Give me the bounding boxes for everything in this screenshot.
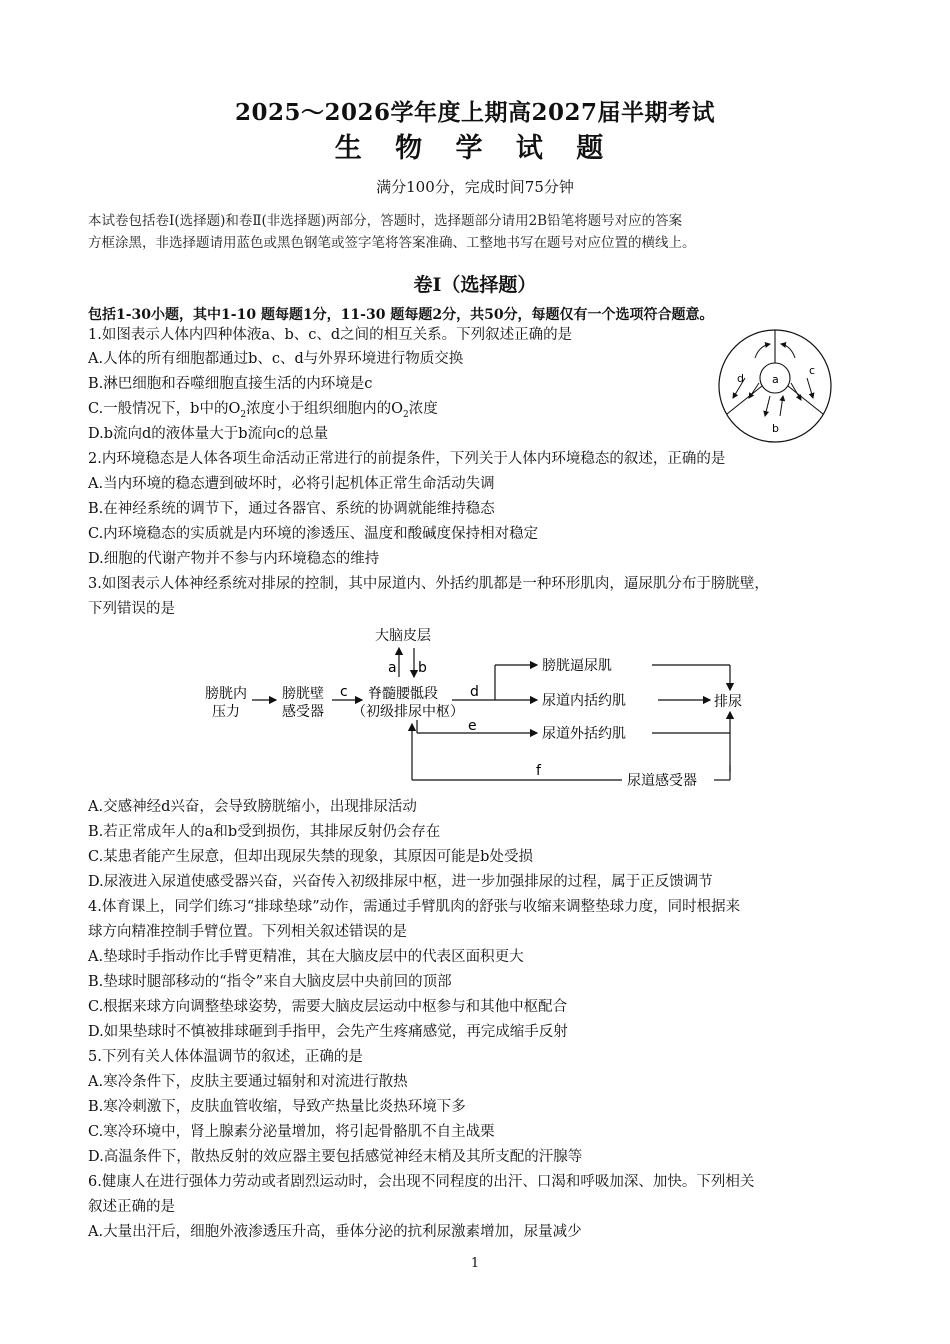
urination-label: 排尿 — [714, 694, 742, 710]
q3-option-b: B.若正常成年人的a和b受到损伤，其排尿反射仍会存在 — [88, 824, 441, 840]
outer-sphincter-label: 尿道外括约肌 — [542, 726, 626, 742]
pathway-e-label: e — [468, 718, 477, 734]
q1-label-c: c — [809, 364, 816, 377]
q2-option-d: D.细胞的代谢产物并不参与内环境稳态的维持 — [88, 551, 380, 567]
q5-option-c: C.寒冷环境中，肾上腺素分泌量增加，将引起骨骼肌不自主战栗 — [88, 1124, 495, 1140]
intro-text — [88, 210, 868, 254]
q1-option-a: A.人体的所有细胞都通过b、c、d与外界环境进行物质交换 — [88, 351, 464, 367]
pathway-a-label: a — [388, 660, 397, 676]
q6-option-a: A.大量出汗后，细胞外液渗透压升高，垂体分泌的抗利尿激素增加，尿量减少 — [88, 1224, 582, 1240]
q1-label-a: a — [772, 373, 779, 386]
q3-option-d: D.尿液进入尿道使感受器兴奋，兴奋传入初级排尿中枢，进一步加强排尿的过程，属于正反馈调节 — [88, 874, 713, 890]
intro-line-2: 方框涂黑，非选择题请用蓝色或黑色钢笔或签字笔将答案准确、工整地书写在题号对应位置的横线上。 — [88, 235, 696, 251]
score-line: 满分100分，完成时间75分钟 — [376, 178, 574, 196]
urethra-receptor-label: 尿道感受器 — [627, 773, 697, 789]
q2-stem: 2.内环境稳态是人体各项生命活动正常进行的前提条件，下列关于人体内环境稳态的叙述，正确的是 — [88, 451, 726, 467]
q4-option-c: C.根据来球方向调整垫球姿势，需要大脑皮层运动中枢参与和其他中枢配合 — [88, 999, 568, 1015]
bladder-receptor-label-2: 感受器 — [282, 704, 324, 720]
section-title: 卷Ⅰ（选择题） — [413, 274, 537, 296]
q3-stem-line-1: 3.如图表示人体神经系统对排尿的控制，其中尿道内、外括约肌都是一种环形肌肉，逼尿肌分布于膀胱壁， — [88, 576, 769, 592]
q1-option-b: B.淋巴细胞和吞噬细胞直接生活的内环境是c — [88, 376, 373, 392]
subject-title: 生 物 学 试 题 — [334, 133, 616, 164]
q5-option-b: B.寒冷刺激下，皮肤血管收缩，导致产热量比炎热环境下多 — [88, 1099, 466, 1115]
q3-stem-line-2: 下列错误的是 — [88, 601, 175, 617]
page-number: 1 — [470, 1256, 480, 1271]
bladder-pressure-label-2: 压力 — [212, 704, 240, 720]
exam-title: 2025～2026学年度上期高2027届半期考试 — [234, 99, 716, 126]
bladder-pressure-label: 膀胱内 — [205, 686, 247, 702]
intro-line-1: 本试卷包括卷Ⅰ(选择题)和卷Ⅱ(非选择题)两部分，答题时，选择题部分请用2B铅笔将题号对应的答案 — [88, 213, 683, 229]
q3-urination-control-diagram — [190, 620, 760, 790]
q1-option-c: C.一般情况下，b中的$O_2$浓度小于组织细胞内的$O_2$浓度 — [88, 401, 438, 420]
pathway-c-label: c — [340, 684, 348, 700]
q1-label-b: b — [772, 422, 779, 435]
q6-stem-line-2: 叙述正确的是 — [88, 1199, 175, 1215]
q4-option-a: A.垫球时手指动作比手臂更精准，其在大脑皮层中的代表区面积更大 — [88, 949, 524, 965]
q1-stem: 1.如图表示人体内四种体液a、b、c、d之间的相互关系。下列叙述正确的是 — [88, 327, 573, 343]
q3-option-a: A.交感神经d兴奋，会导致膀胱缩小，出现排尿活动 — [88, 799, 417, 815]
q5-stem: 5.下列有关人体体温调节的叙述，正确的是 — [88, 1049, 363, 1065]
q2-option-c: C.内环境稳态的实质就是内环境的渗透压、温度和酸碱度保持相对稳定 — [88, 526, 539, 542]
section-instructions: 包括1-30小题，其中1-10 题每题1分，11-30 题每题2分，共50分，每题仅有一个选项符合题意。 — [88, 307, 714, 323]
q4-stem-line-2: 球方向精准控制手臂位置。下列相关叙述错误的是 — [88, 924, 407, 940]
q2-option-b: B.在神经系统的调节下，通过各器官、系统的协调就能维持稳态 — [88, 501, 495, 517]
q6-stem-line-1: 6.健康人在进行强体力劳动或者剧烈运动时，会出现不同程度的出汗、口渴和呼吸加深、加快。下列相关 — [88, 1174, 755, 1190]
q1-option-d: D.b流向d的液体量大于b流向c的总量 — [88, 426, 329, 442]
bladder-receptor-label: 膀胱壁 — [282, 686, 324, 702]
q2-option-a: A.当内环境的稳态遭到破坏时，必将引起机体正常生命活动失调 — [88, 476, 495, 492]
q5-option-a: A.寒冷条件下，皮肤主要通过辐射和对流进行散热 — [88, 1074, 408, 1090]
spinal-center-label: 脊髓腰骶段 — [368, 686, 438, 702]
q3-option-c: C.某患者能产生尿意，但却出现尿失禁的现象，其原因可能是b处受损 — [88, 849, 533, 865]
q4-option-b: B.垫球时腿部移动的“指令”来自大脑皮层中央前回的顶部 — [88, 974, 452, 990]
q5-option-d: D.高温条件下，散热反射的效应器主要包括感觉神经末梢及其所支配的汗腺等 — [88, 1149, 583, 1165]
q1-body-fluid-diagram — [715, 328, 835, 446]
q4-option-d: D.如果垫球时不慎被排球砸到手指甲，会先产生疼痛感觉，再完成缩手反射 — [88, 1024, 568, 1040]
spinal-center-label-2: （初级排尿中枢） — [352, 704, 464, 720]
q1-label-d: d — [737, 372, 744, 385]
pathway-d-label: d — [470, 684, 479, 700]
detrusor-label: 膀胱逼尿肌 — [542, 658, 612, 674]
pathway-f-label: f — [536, 763, 541, 779]
pathway-b-label: b — [418, 660, 427, 676]
inner-sphincter-label: 尿道内括约肌 — [542, 693, 626, 709]
brain-cortex-label: 大脑皮层 — [375, 628, 431, 644]
q4-stem-line-1: 4.体育课上，同学们练习“排球垫球”动作，需通过手臂肌肉的舒张与收缩来调整垫球力度，同时根据来 — [88, 899, 741, 915]
